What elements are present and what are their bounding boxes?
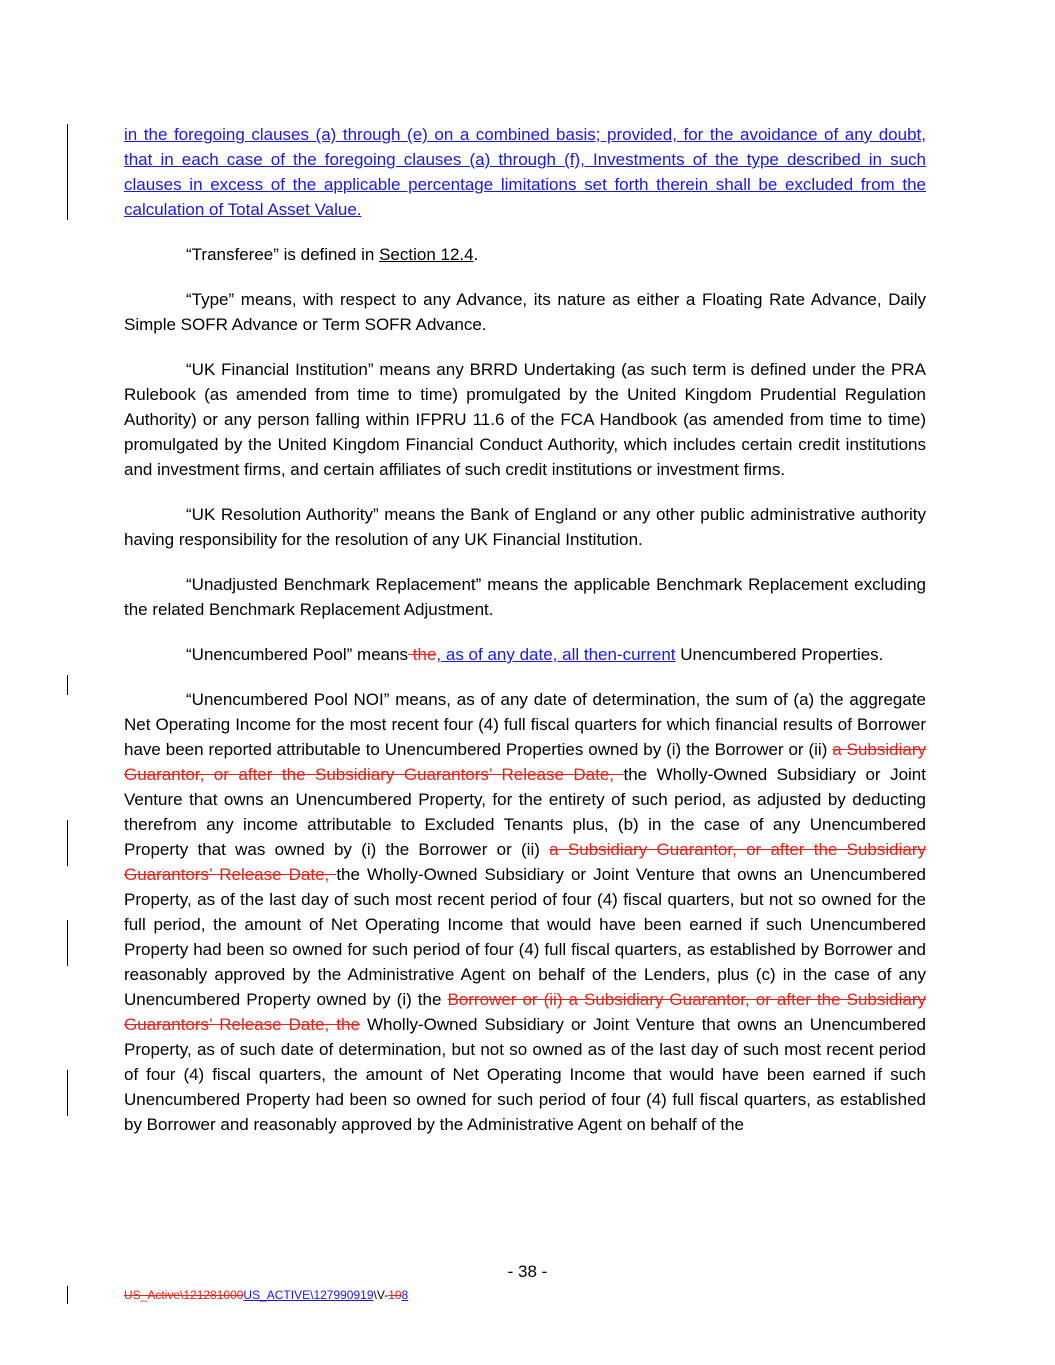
inserted-text: US_ACTIVE\127990919 (243, 1288, 374, 1302)
definition-text: . (473, 245, 479, 264)
page-number: - 38 - (507, 1262, 548, 1281)
definition-text: “Unencumbered Pool NOI” means, as of any date of determination, the sum of (a) the aggregate Net Operating Income for the most recent four (4) full fiscal quarters for which financial results of Borrower have been reported attributable to Unencumbered Properties owned by (i) the Borrower or (ii) (124, 690, 926, 759)
definition-text: Unencumbered Properties. (675, 645, 884, 664)
document-footer-id (124, 1288, 408, 1302)
deleted-text: the (408, 645, 437, 664)
inserted-text: in the foregoing clauses (a) through (e) on a combined basis; provided, for the avoidance of any doubt, that in each case of the foregoing clauses (a) through (f), Investments of the type described in such clauses in excess of the applicable percentage limitations set forth therein shall be excluded from the calculation of Total Asset Value. (124, 125, 926, 219)
footer-text: \V- (373, 1288, 389, 1302)
inserted-text: , as of any date, all then-current (436, 645, 676, 664)
definition-type: “Type” means, with respect to any Advance, its nature as either a Floating Rate Advance, Daily Simple SOFR Advance or Term SOFR Advance. (124, 290, 926, 334)
change-bar (67, 1070, 68, 1116)
inserted-text: 8 (401, 1288, 409, 1302)
deleted-text: Borrower or (ii) a Subsidiary Guarantor, or after the Subsidiary Guarantors’ Release Date, the (124, 990, 926, 1034)
change-bar (67, 124, 68, 220)
definition-text: Wholly-Owned Subsidiary or Joint Venture that owns an Unencumbered Property, as of such date of determination, but not so owned as of the last day of such most recent period of four (4) fiscal quarters, the amount of Net Operating Income that would have been earned if such Unencumbered Property had been so owned for such period of four (4) full fiscal quarters, as established by Borrower and reasonably approved by the Administrative Agent on behalf of the (124, 1015, 926, 1134)
definition-text: “Unencumbered Pool” means (186, 645, 409, 664)
definition-unencumbered-pool-noi (124, 687, 926, 1137)
definition-uk-financial-institution: “UK Financial Institution” means any BRRD Undertaking (as such term is defined under the PRA Rulebook (as amended from time to time) promulgated by the United Kingdom Prudential Regulation Authority) or any person falling within IFPRU 11.6 of the FCA Handbook (as amended from time to time) promulgated by the United Kingdom Financial Conduct Authority, which includes certain credit institutions and investment firms, and certain affiliates of such credit institutions or investment firms. (124, 360, 926, 479)
document-body (124, 122, 926, 1137)
definition-transferee (124, 242, 926, 267)
change-bar (67, 1286, 68, 1304)
change-bar (67, 820, 68, 866)
change-bar (67, 675, 68, 695)
definition-text: the Wholly-Owned Subsidiary or Joint Venture that owns an Unencumbered Property, as of the last day of such most recent period of four (4) fiscal quarters, but not so owned for the full period, the amount of Net Operating Income that would have been earned if such Unencumbered Property had been so owned for such period of four (4) full fiscal quarters, as established by Borrower and reasonably approved by the Administrative Agent on behalf of the Lenders, plus (c) in the case of any Unencumbered Property owned by (i) the (124, 865, 926, 1009)
paragraph-total-asset-value-continuation (124, 122, 926, 222)
definition-unencumbered-pool (124, 642, 926, 667)
definition-text: the Wholly-Owned Subsidiary or Joint Venture that owns an Unencumbered Property, for the entirety of such period, as adjusted by deducting therefrom any income attributable to Excluded Tenants plus, (b) in the case of any Unencumbered Property that was owned by (i) the Borrower or (ii) (124, 765, 926, 859)
deleted-text: a Subsidiary Guarantor, or after the Subsidiary Guarantors’ Release Date, (124, 740, 926, 784)
change-bar (67, 920, 68, 966)
definition-unadjusted-benchmark-replacement: “Unadjusted Benchmark Replacement” means the applicable Benchmark Replacement excluding the related Benchmark Replacement Adjustment. (124, 575, 926, 619)
deleted-text: US_Active\121281000 (124, 1288, 244, 1302)
deleted-text: 10 (388, 1288, 402, 1302)
deleted-text: a Subsidiary Guarantor, or after the Subsidiary Guarantors’ Release Date, (124, 840, 926, 884)
section-reference-link[interactable]: Section 12.4 (379, 245, 474, 264)
definition-text: “Transferee” is defined in (186, 245, 380, 264)
definition-uk-resolution-authority: “UK Resolution Authority” means the Bank of England or any other public administrative authority having responsibility for the resolution of any UK Financial Institution. (124, 505, 926, 549)
